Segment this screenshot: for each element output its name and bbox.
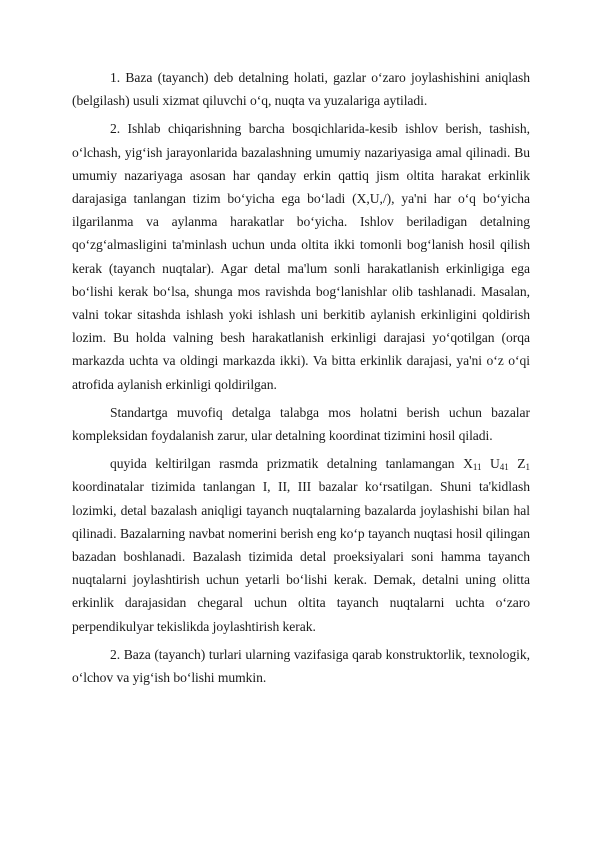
subscript: 41 [499, 462, 509, 473]
paragraph-coordinate-system [72, 452, 530, 638]
text-segment: U [481, 456, 500, 472]
paragraph-standard: Standartga muvofiq detalga talabga mos holatni berish uchun bazalar kompleksidan foydalanish zarur, ular detalning koordinat tizimini hosil qiladi. [72, 404, 530, 444]
document-page [72, 66, 530, 694]
subscript: 1 [525, 462, 530, 473]
paragraph-basing-theory: 2. Ishlab chiqarishning barcha bosqichlarida-kesib ishlov berish, tashish, o‘lchash, yig‘ish jarayonlarida bazalashning umumiy nazariyasiga amal qilinadi. Bu umumiy nazariyaga asosan har qanday erkin qattiq jism oltita harakat erkinlik darajasiga tanlangan tizim bo‘yicha ega bo‘ladi (X,U,/), ya'ni har o‘q bo‘yicha ilgarilanma va aylanma harakatlar bo‘yicha. Ishlov beriladigan detalning qo‘zg‘almasligini ta'minlash uchun unda oltita ikki tomonli bog‘lanish hosil qilish kerak (tayanch nuqtalar). Agar detal ma'lum sonli harakatlanish erkinligiga ega bo‘lishi kerak bo‘lsa, shunga mos ravishda bog‘lanishlar olib tashlanadi. Masalan, valni tokar sitashda ishlash yoki ishlash uni berkitib aylanish erkinligini qoldirish lozim. Bu holda valning besh harakatlanish erkinligi darajasi yo‘qotilgan (orqa markazda uchta va oldingi markazda ikki). Va bitta erkinlik darajasi, ya'ni o‘z o‘qi atrofida aylanish erkinligi qoldirilgan. [72, 121, 530, 392]
paragraph-base-types: 2. Baza (tayanch) turlari ularning vazifasiga qarab konstruktorlik, texnologik, o‘lchov va yig‘ish bo‘lishi mumkin. [72, 646, 530, 686]
text-segment: quyida keltirilgan rasmda prizmatik detalning tanlamangan X [110, 456, 473, 472]
subscript: 11 [472, 462, 482, 473]
text-segment: Z [508, 456, 526, 472]
text-segment: koordinatalar tizimida tanlangan I, II, III bazalar ko‘rsatilgan. Shuni ta'kidlash lozimki, detal bazalash aniqligi tayanch nuqtalarning bazalarda joylashishi bilan hal qilinadi. Bazalarning navbat nomerini berish eng ko‘p tayanch nuqtasi hosil qilingan bazadan boshlanadi. Bazalash tizimida detal proeksiyalari soni hamma tayanch nuqtalarni joylashtirish uchun yetarli bo‘lishi kerak. Demak, detalni uning olitta erkinlik darajasidan chegaral uchun oltita tayanch nuqtalarni uchta o‘zaro perpendikulyar tekislikda joylashtirish kerak. [72, 479, 530, 634]
paragraph-base-definition: 1. Baza (tayanch) deb detalning holati, gazlar o‘zaro joylashishini aniqlash (belgilash) usuli xizmat qiluvchi o‘q, nuqta va yuzalariga aytiladi. [72, 70, 530, 109]
